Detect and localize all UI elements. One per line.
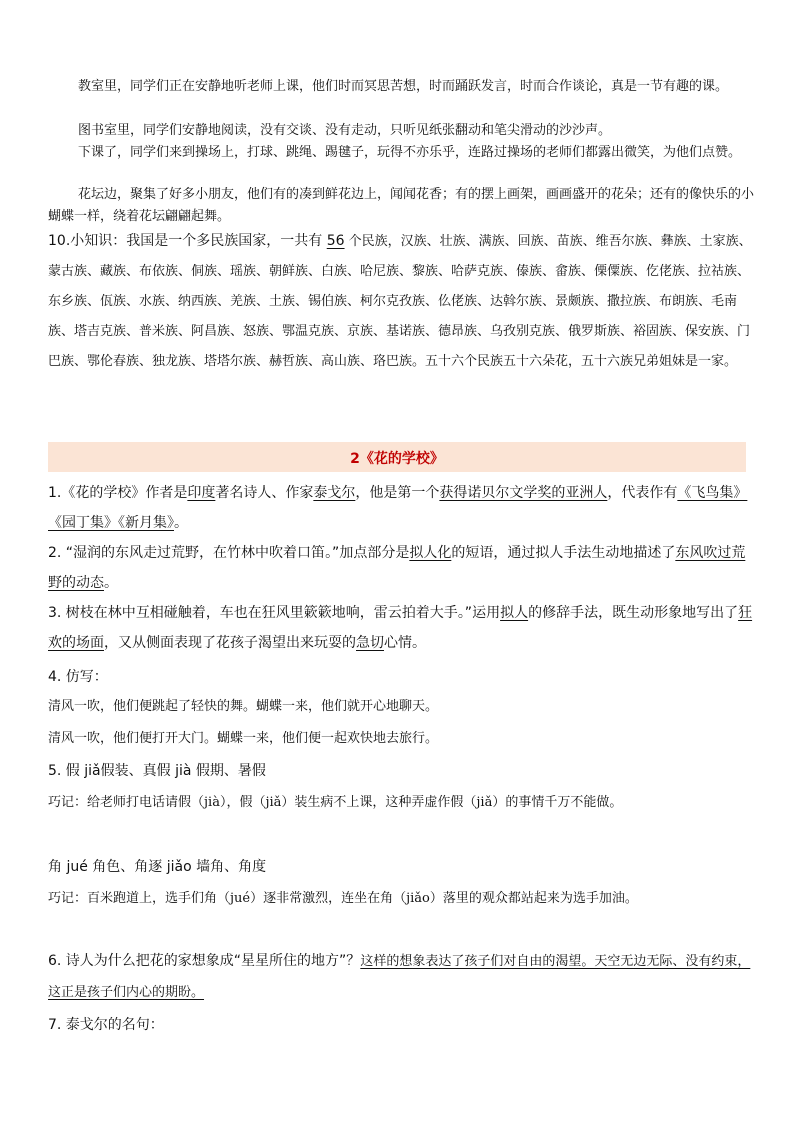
paragraph-playground: 下课了，同学们来到操场上，打球、跳绳、踢毽子，玩得不亦乐乎，连路过操场的老师们都露出微笑，为他们点赞。: [78, 145, 742, 160]
item-10-ethnic-groups: [48, 226, 758, 377]
imitation-line-2: 清风一吹，他们便打开大门。蝴蝶一来，他们便一起欢快地去旅行。: [48, 731, 439, 746]
dotted-phrase: 互相碰触着: [135, 605, 206, 621]
dotted-phrase: 走过荒野: [143, 545, 200, 561]
text: ，在竹林中: [199, 545, 270, 561]
tip-jue: 巧记：百米跑道上，选手们角（jué）逐非常激烈，连坐在角（jiǎo）落里的观众都站起来为选手加油。: [48, 891, 638, 906]
item-10-number: 56: [326, 233, 345, 249]
item-4-imitation: 4. 仿写：: [48, 669, 108, 685]
text: ，又从侧面表现了花孩子渴望出来玩耍的: [104, 635, 356, 651]
item-5-jue: 角 jué 角色、角逐 jiǎo 墙角、角度: [48, 859, 267, 875]
text: 。”加点部分是: [325, 545, 410, 561]
item-7-quotes: 7. 泰戈尔的名句：: [48, 1017, 164, 1033]
dotted-phrase: 吹着口笛: [269, 545, 326, 561]
item-10-prefix: 10.小知识：我国是一个多民族国家，一共有: [48, 233, 327, 249]
tip-jia: 巧记：给老师打电话请假（jià），假（jiǎ）装生病不上课，这种弄虚作假（jiǎ）的事情千万不能做。: [48, 795, 623, 810]
answer: 这样的想象表达了孩子们对自由的渴望。天空无边无际、没有约束，这正是孩子们内心的期盼。: [48, 954, 751, 1000]
text: 。: [104, 575, 118, 591]
dotted-phrase: 拍着大手: [401, 605, 458, 621]
item-5-jia: 5. 假 jiǎ假装、真假 jià 假期、暑假: [48, 763, 266, 779]
answer-personification: 拟人化: [409, 545, 452, 561]
item-1-author: [48, 478, 758, 538]
paragraph-library: 图书室里，同学们安静地阅读，没有交谈、没有走动，只听见纸张翻动和笔尖滑动的沙沙声。: [78, 123, 612, 138]
answer-works: 《飞鸟集》《园丁集》《新月集》: [48, 485, 748, 531]
answer-eager: 急切: [356, 635, 384, 651]
text: 心情。: [384, 635, 426, 651]
answer-personification: 拟人: [500, 605, 529, 621]
text: 著名诗人、作家: [215, 485, 314, 501]
text: ，代表作有: [607, 485, 678, 501]
answer-nobel: 获得诺贝尔文学奖的亚洲人: [439, 485, 608, 501]
text: ，车也在狂风里簌簌地响，雷云: [205, 605, 402, 621]
text: 3. 树枝在林中: [48, 605, 136, 621]
answer-scene: 狂欢的场面: [48, 605, 753, 651]
text: 。”运用: [457, 605, 501, 621]
text: 的修辞手法，既生动形象地写出了: [528, 605, 739, 621]
text: 的短语，通过拟人手法生动地描述了: [451, 545, 676, 561]
text: 2. “湿润的东风: [48, 545, 144, 561]
item-6-stars: [48, 946, 758, 1008]
section-banner: [48, 442, 746, 472]
item-3-branches: [48, 598, 758, 658]
answer-tagore: 泰戈尔: [313, 485, 356, 501]
paragraph-classroom: 教室里，同学们正在安静地听老师上课，他们时而冥思苦想，时而踊跃发言，时而合作谈论，真是一节有趣的课。: [78, 79, 729, 94]
text: 。: [174, 515, 188, 531]
item-10-list: 个民族，汉族、壮族、满族、回族、苗族、维吾尔族、彝族、土家族、蒙古族、藏族、布依族、侗族、瑶族、朝鲜族、白族、哈尼族、黎族、哈萨克族、傣族、畲族、傈僳族、仡佬族、拉祜族、东乡族、佤族、水族、纳西族、羌族、土族、锡伯族、柯尔克孜族、仫佬族、达斡尔族、景颇族、撒拉族、布朗族、毛南族、塔吉克族、普米族、阿昌族、怒族、鄂温克族、京族、基诺族、德昂族、乌孜别克族、俄罗斯族、裕固族、保安族、门巴族、鄂伦春族、独龙族、塔塔尔族、赫哲族、高山族、珞巴族。五十六个民族五十六朵花，五十六族兄弟姐妹是一家。: [48, 234, 752, 369]
imitation-line-1: 清风一吹，他们便跳起了轻快的舞。蝴蝶一来，他们就开心地聊天。: [48, 699, 439, 714]
text: 1.《花的学校》作者是: [48, 485, 188, 501]
section-title: 2《花的学校》: [350, 451, 444, 467]
item-2-east-wind: [48, 538, 758, 598]
answer-dynamics: 东风吹过荒野的动态: [48, 545, 746, 591]
text: ，他是第一个: [355, 485, 440, 501]
answer-india: 印度: [187, 485, 216, 501]
paragraph-flowerbed: 花坛边，聚集了好多小朋友，他们有的凑到鲜花边上，闻闻花香；有的摆上画架，画画盛开的花朵；还有的像快乐的小蝴蝶一样，绕着花坛翩翩起舞。: [48, 187, 755, 224]
question: 6. 诗人为什么把花的家想象成“星星所住的地方”？: [48, 953, 361, 969]
